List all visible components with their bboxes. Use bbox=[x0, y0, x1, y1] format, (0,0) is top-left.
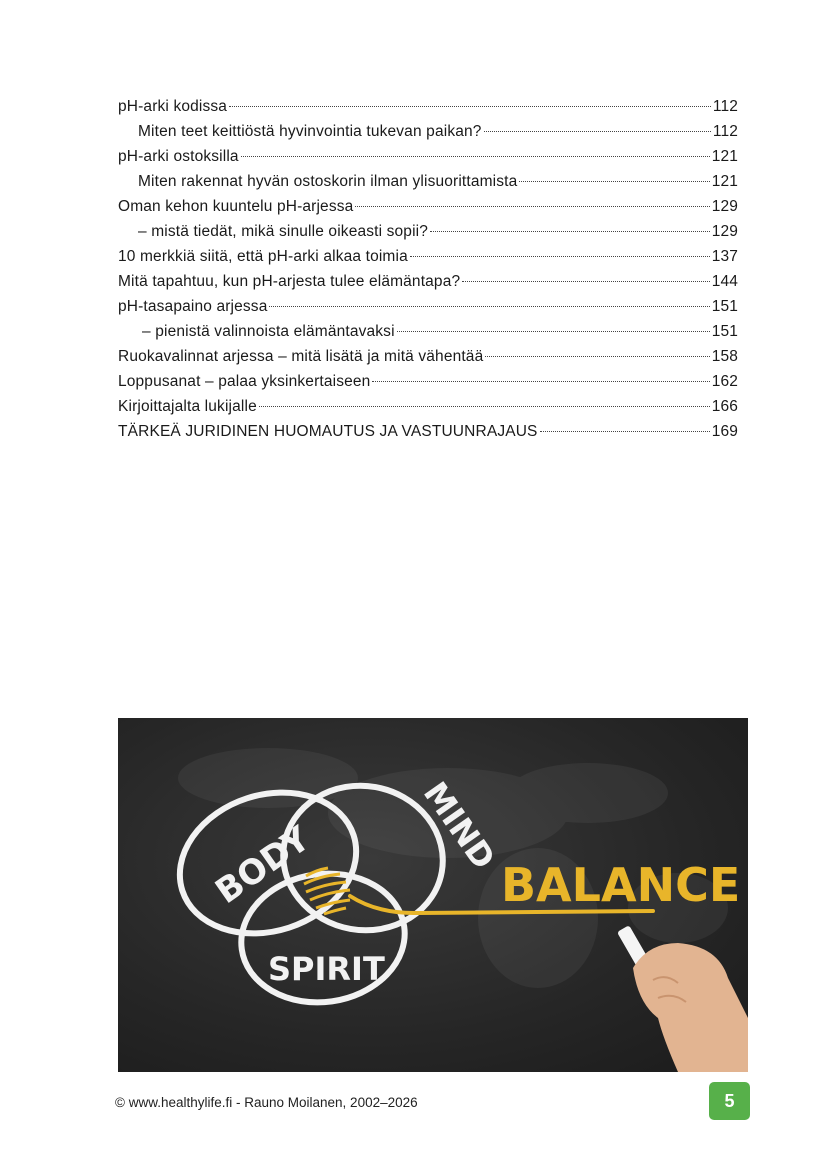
toc-entry-title: Mitä tapahtuu, kun pH-arjesta tulee elämäntapa? bbox=[118, 273, 461, 290]
toc-entry-page: 137 bbox=[711, 248, 738, 265]
toc-entry bbox=[118, 323, 738, 348]
toc-entry-page: 112 bbox=[712, 123, 738, 140]
toc-entry-title: pH-tasapaino arjessa bbox=[118, 298, 268, 315]
toc-entry-title: Loppusanat – palaa yksinkertaiseen bbox=[118, 373, 371, 390]
table-of-contents bbox=[118, 98, 738, 448]
toc-entry-title: Miten rakennat hyvän ostoskorin ilman ylisuorittamista bbox=[138, 173, 518, 190]
toc-dot-leader bbox=[355, 206, 709, 207]
toc-entry-page: 121 bbox=[711, 148, 738, 165]
toc-entry-title: – mistä tiedät, mikä sinulle oikeasti sopii? bbox=[138, 223, 429, 240]
toc-entry-title: Kirjoittajalta lukijalle bbox=[118, 398, 257, 415]
toc-entry bbox=[118, 248, 738, 273]
toc-entry-page: 129 bbox=[711, 198, 738, 215]
toc-entry bbox=[118, 223, 738, 248]
body-mind-spirit-balance-photo bbox=[118, 718, 748, 1072]
toc-entry-title: pH-arki kodissa bbox=[118, 98, 228, 115]
toc-entry-title: – pienistä valinnoista elämäntavaksi bbox=[142, 323, 395, 340]
toc-entry bbox=[118, 273, 738, 298]
toc-entry-page: 166 bbox=[711, 398, 738, 415]
toc-entry bbox=[118, 423, 738, 448]
toc-dot-leader bbox=[410, 256, 710, 257]
chalkboard-illustration bbox=[118, 718, 748, 1072]
footer-copyright: © www.healthylife.fi - Rauno Moilanen, 2002–2026 bbox=[115, 1095, 418, 1110]
toc-entry-page: 151 bbox=[711, 323, 738, 340]
toc-dot-leader bbox=[519, 181, 709, 182]
toc-dot-leader bbox=[540, 431, 710, 432]
toc-entry bbox=[118, 198, 738, 223]
toc-entry bbox=[118, 373, 738, 398]
toc-entry-page: 129 bbox=[711, 223, 738, 240]
toc-dot-leader bbox=[269, 306, 709, 307]
balance-word: BALANCE bbox=[501, 858, 741, 912]
toc-dot-leader bbox=[397, 331, 710, 332]
toc-entry-page: 151 bbox=[711, 298, 738, 315]
toc-entry bbox=[118, 123, 738, 148]
spirit-word: SPIRIT bbox=[268, 950, 385, 988]
toc-entry bbox=[118, 298, 738, 323]
toc-entry-page: 144 bbox=[711, 273, 738, 290]
mind-word: MIND bbox=[415, 774, 503, 877]
toc-entry-page: 158 bbox=[711, 348, 738, 365]
toc-dot-leader bbox=[462, 281, 709, 282]
toc-entry-title: Miten teet keittiöstä hyvinvointia tukevan paikan? bbox=[138, 123, 482, 140]
toc-entry-title: TÄRKEÄ JURIDINEN HUOMAUTUS JA VASTUUNRAJAUS bbox=[118, 423, 538, 440]
toc-entry-title: pH-arki ostoksilla bbox=[118, 148, 239, 165]
toc-dot-leader bbox=[241, 156, 710, 157]
toc-entry-title: Oman kehon kuuntelu pH-arjessa bbox=[118, 198, 354, 215]
toc-entry-page: 112 bbox=[712, 98, 738, 115]
body-word: BODY bbox=[208, 818, 318, 912]
hand bbox=[633, 943, 748, 1072]
toc-entry-page: 162 bbox=[711, 373, 738, 390]
toc-dot-leader bbox=[259, 406, 710, 407]
toc-dot-leader bbox=[229, 106, 711, 107]
toc-dot-leader bbox=[484, 131, 711, 132]
toc-entry-title: 10 merkkiä siitä, että pH-arki alkaa toimia bbox=[118, 248, 408, 265]
toc-entry bbox=[118, 148, 738, 173]
page-number-badge: 5 bbox=[709, 1082, 750, 1120]
toc-dot-leader bbox=[485, 356, 709, 357]
toc-entry-title: Ruokavalinnat arjessa – mitä lisätä ja mitä vähentää bbox=[118, 348, 484, 365]
toc-entry-page: 169 bbox=[711, 423, 738, 440]
toc-dot-leader bbox=[372, 381, 709, 382]
toc-entry bbox=[118, 98, 738, 123]
toc-dot-leader bbox=[430, 231, 710, 232]
hand-with-chalk bbox=[617, 925, 748, 1072]
toc-entry-page: 121 bbox=[711, 173, 738, 190]
toc-entry bbox=[118, 173, 738, 198]
toc-entry bbox=[118, 398, 738, 423]
toc-entry bbox=[118, 348, 738, 373]
